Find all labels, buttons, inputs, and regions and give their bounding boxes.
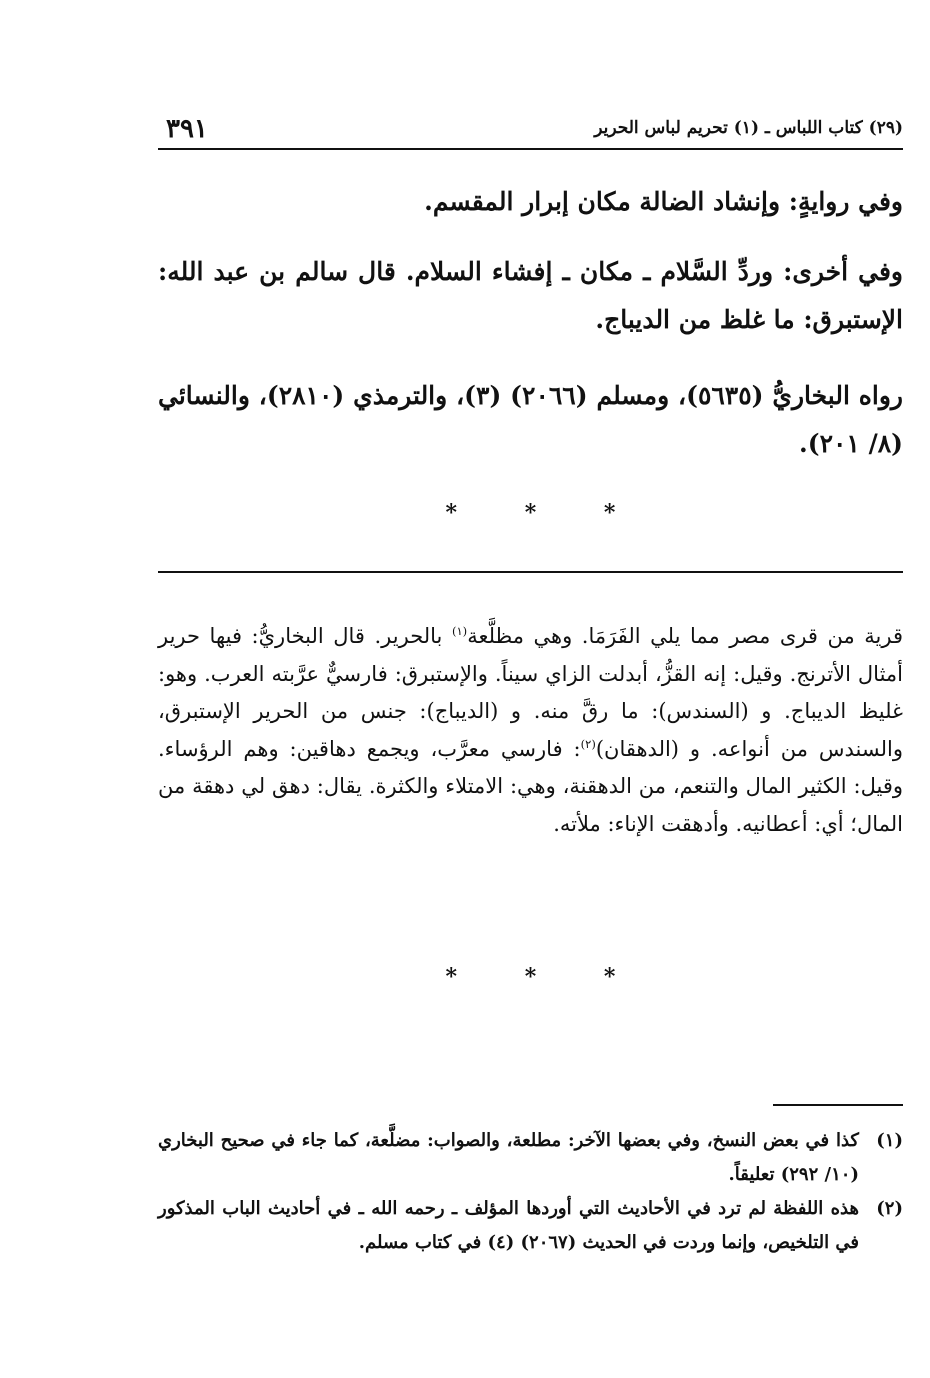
running-head: (٢٩) كتاب اللباس ـ (١) تحريم لباس الحرير [594,118,903,138]
section-separator-stars [158,964,903,990]
footnote-divider [773,1104,903,1106]
header-divider [158,148,903,150]
hadith-paragraph-1: وفي روايةٍ: وإنشاد الضالة مكان إبرار المقسم. [424,187,903,216]
page-header [158,112,903,148]
commentary-text-2: بالحرير. قال البخاريُّ: فيها حرير أمثال الأترنج. وقيل: إنه القزُّ، أبدلت الزاي سيناً. والإستبرق: فارسيٌّ عرَّبته العرب. وهو: غليظ الديباج. و (السندس): ما رقَّ منه. و (الديباج): جنس من الحرير الإستبرق، والسندس من أنواعه. و (الدهقان) [158,624,903,761]
footnote-text: كذا في بعض النسخ، وفي بعضها الآخر: مطلعة، والصواب: مضلَّعة، كما جاء في صحيح البخاري (١٠/ ٢٩٢) تعليقاً. [158,1130,859,1185]
hadith-paragraph-2: وفي أخرى: وردِّ السَّلام ـ مكان ـ إفشاء السلام. قال سالم بن عبد الله: الإستبرق: ما غلظ من الديباج. [158,257,903,334]
star-ornament: * [445,964,458,990]
commentary-text-1: قرية من قرى مصر مما يلي الفَرَمَا. وهي مظلَّعة [467,624,904,648]
footnote-item [158,1192,903,1260]
footnote-ref-2[interactable]: (٢) [580,736,596,751]
footnote-item [158,1124,903,1192]
star-ornament: * [603,500,616,526]
star-ornament: * [603,964,616,990]
commentary-divider [158,571,903,573]
commentary-text-3: : فارسي معرَّب، ويجمع دهاقين: وهم الرؤساء. وقيل: الكثير المال والتنعم، من الدهقنة، وهي: الامتلاء والكثرة. يقال: دهق لي دهقة من المال؛ أي: أعطانيه. وأدهقت الإناء: ملأته. [158,736,903,836]
star-ornament: * [524,964,537,990]
footnote-number: (١) [876,1130,903,1151]
hadith-paragraph-3: رواه البخاريُّ (٥٦٣٥)، ومسلم (٢٠٦٦) (٣)، والترمذي (٢٨١٠)، والنسائي (٨/ ٢٠١). [158,381,903,458]
page-number: ٣٩١ [166,114,208,144]
footnote-text: هذه اللفظة لم ترد في الأحاديث التي أوردها المؤلف ـ رحمه الله ـ في أحاديث الباب المذكور في التلخيص، وإنما وردت في الحديث (٢٠٦٧) (٤) في كتاب مسلم. [158,1198,859,1253]
commentary-paragraph [158,618,903,843]
footnote-number: (٢) [876,1198,903,1219]
footnotes [158,1124,903,1260]
star-ornament: * [445,500,458,526]
star-ornament: * [524,500,537,526]
section-separator-stars [158,500,903,526]
footnote-ref-1[interactable]: (١) [451,624,468,638]
